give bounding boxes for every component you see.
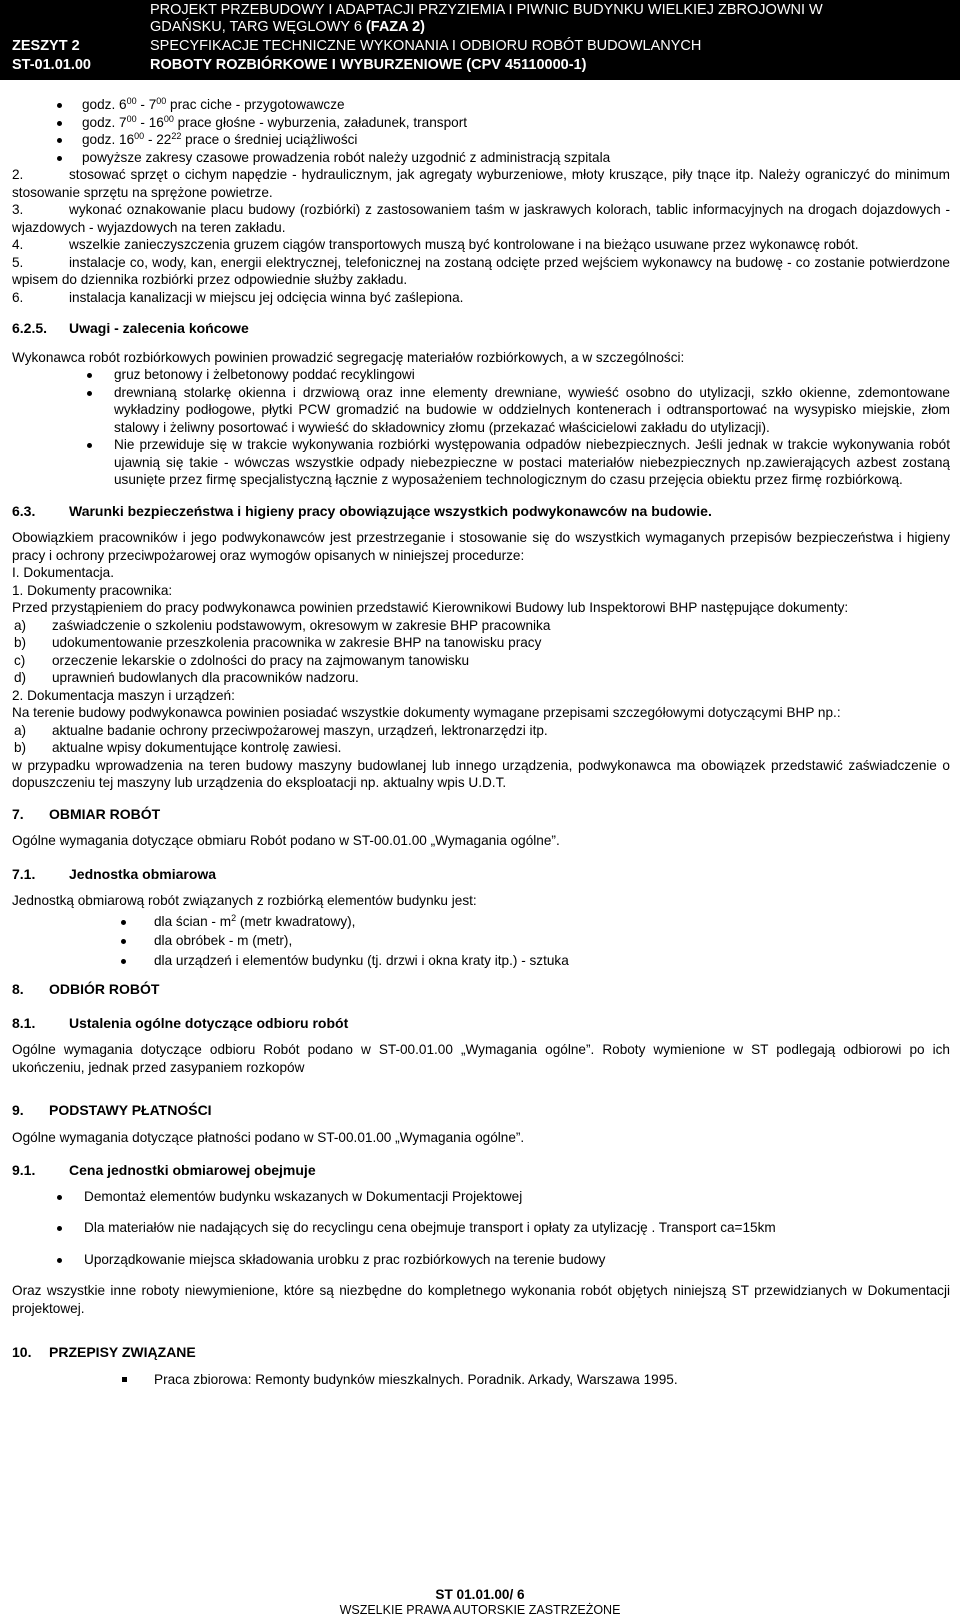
- list-item: dla ścian - $m^2$ (metr kwadratowy),: [12, 913, 950, 931]
- paragraph: Przed przystąpieniem do pracy podwykonawca powinien przedstawić Kierownikowi Budowy lub Inspektorowi BHP następujące dokumenty:: [12, 600, 849, 615]
- list-item: godz. $16^{00} - 22^{22}$ prace o średniej uciążliwości: [12, 131, 950, 149]
- list-item: b) aktualne wpisy dokumentujące kontrolę zawiesi.: [14, 740, 342, 755]
- list-item: dla obróbek - m (metr),: [12, 932, 950, 950]
- regulations-list: [12, 1371, 950, 1389]
- list-item: powyższe zakresy czasowe prowadzenia robót należy uzgodnić z administracją szpitala: [12, 149, 950, 167]
- section-heading-7: 7. OBMIAR ROBÓT: [12, 805, 161, 822]
- list-item: b) udokumentowanie przeszkolenia pracownika w zakresie BHP na tanowisku pracy: [14, 635, 542, 650]
- paragraph: Oraz wszystkie inne roboty niewymienione, które są niezbędne do kompletnego wykonania robót objętych niniejszą ST przewidzianych w Dokumentacji projektowej.: [12, 1283, 950, 1316]
- paragraph: Jednostką obmiarową robót związanych z rozbiórką elementów budynku jest:: [12, 893, 477, 908]
- price-includes-list: [12, 1188, 950, 1269]
- section-heading-9-1: 9.1. Cena jednostki obmiarowej obejmuje: [12, 1162, 316, 1178]
- numbered-rules: [12, 166, 950, 306]
- paragraph: Obowiązkiem pracowników i jego podwykonawców jest przestrzeganie i stosowanie się do wszystkich wymaganych przepisów bezpieczeństwa i higieny pracy i ochrony przeciwpożarowej oraz wymogów opisanych w niniejszej procedurze:: [12, 530, 950, 563]
- list-item: 4. wszelkie zanieczyszczenia gruzem ciągów transportowych muszą być kontrolowane i na bieżąco usuwane przez wykonawcę robót.: [12, 237, 859, 252]
- header-volume: ZESZYT 2: [12, 38, 80, 54]
- header-project-line1: PROJEKT PRZEBUDOWY I ADAPTACJI PRZYZIEMIA I PIWNIC BUDYNKU WIELKIEJ ZBROJOWNI W: [150, 2, 823, 18]
- list-item: c) orzeczenie lekarskie o zdolności do pracy na zajmowanym tanowisku: [14, 652, 470, 668]
- list-item: d) uprawnień budowlanych dla pracowników nadzoru.: [14, 670, 359, 685]
- working-hours-list: [12, 96, 950, 166]
- section-heading-7-1: 7.1. Jednostka obmiarowa: [12, 865, 217, 882]
- page-content: [12, 96, 950, 1388]
- list-item: a) aktualne badanie ochrony przeciwpożarowej maszyn, urządzeń, lektronarzędzi itp.: [14, 722, 548, 738]
- list-item: Praca zbiorowa: Remonty budynków mieszkalnych. Poradnik. Arkady, Warszawa 1995.: [12, 1371, 950, 1389]
- list-item: a) zaświadczenie o szkoleniu podstawowym, okresowym w zakresie BHP pracownika: [14, 617, 551, 633]
- paragraph: Ogólne wymagania dotyczące płatności podano w ST-00.01.00 „Wymagania ogólne”.: [12, 1129, 525, 1145]
- paragraph: 1. Dokumenty pracownika:: [12, 582, 173, 598]
- page-number: ST 01.01.00/ 6: [435, 1587, 525, 1602]
- header-project-line2: GDAŃSKU, TARG WĘGLOWY 6: [150, 19, 366, 35]
- measurement-units-list: [12, 913, 950, 970]
- section-heading-6-2-5: 6.2.5. Uwagi - zalecenia końcowe: [12, 320, 249, 336]
- header-phase: (FAZA 2): [365, 19, 426, 35]
- list-item: Nie przewiduje się w trakcie wykonywania rozbiórki występowania odpadów niebezpiecznych. Jeśli jednak w trakcie wykonywania robót ujawnią się takie - wówczas wszystkie odpady niebezpieczne w postaci materiałów niebezpiecznych np.zawierających azbest zostaną usunięte przez firmę specjalistyczną łącznie z wyposażeniem technologicznym do czasu przejęcia obiektu przez firmę rozbiórkową.: [12, 436, 950, 489]
- header-spec-title: SPECYFIKACJE TECHNICZNE WYKONANIA I ODBIORU ROBÓT BUDOWLANYCH: [150, 38, 702, 54]
- paragraph: Ogólne wymagania dotyczące odbioru Robót podano w ST-00.01.00 „Wymagania ogólne”. Roboty wymienione w ST podlegają odbiorowi po ich ukończeniu, jednak przed zasypaniem rozkopów: [12, 1042, 950, 1075]
- segregation-list: [12, 366, 950, 489]
- header-spec-name: ROBOTY ROZBIÓRKOWE I WYBURZENIOWE (CPV 45110000-1): [150, 57, 587, 73]
- section-heading-10: 10. PRZEPISY ZWIĄZANE: [12, 1344, 196, 1360]
- paragraph: Na terenie budowy podwykonawca powinien posiadać wszystkie dokumenty wymagane przepisami szczegółowymi dotyczącymi BHP np.:: [12, 705, 841, 720]
- section-heading-9: 9. PODSTAWY PŁATNOŚCI: [12, 1102, 212, 1118]
- machine-documents-list: [12, 722, 950, 757]
- header-spec-code: ST-01.01.00: [12, 57, 91, 73]
- worker-documents-list: [12, 617, 950, 687]
- list-item: godz. $7^{00} - 16^{00}$ prace głośne - wyburzenia, załadunek, transport: [12, 114, 950, 132]
- paragraph: 2. Dokumentacja maszyn i urządzeń:: [12, 687, 235, 703]
- list-item: Demontaż elementów budynku wskazanych w Dokumentacji Projektowej: [12, 1188, 950, 1206]
- copyright-notice: WSZELKIE PRAWA AUTORSKIE ZASTRZEŻONE: [339, 1603, 621, 1617]
- list-item: gruz betonowy i żelbetonowy poddać recyklingowi: [12, 366, 950, 384]
- section-heading-8-1: 8.1. Ustalenia ogólne dotyczące odbioru robót: [12, 1014, 349, 1031]
- document-header: [0, 0, 960, 80]
- list-item: 2. stosować sprzęt o cichym napędzie - hydraulicznym, jak agregaty wyburzeniowe, młoty kruszące, piły tnące itp. Należy ograniczyć do minimum stosowanie sprzętu na sprężone powietrze.: [12, 167, 950, 200]
- list-item: godz. $6^{00} - 7^{00}$ prac ciche - przygotowawcze: [12, 96, 950, 114]
- paragraph: Wykonawca robót rozbiórkowych powinien prowadzić segregację materiałów rozbiórkowych, a w szczególności:: [12, 349, 685, 365]
- paragraph: Ogólne wymagania dotyczące obmiaru Robót podano w ST-00.01.00 „Wymagania ogólne”.: [12, 833, 560, 848]
- list-item: Dla materiałów nie nadających się do recyclingu cena obejmuje transport i opłaty za utylizację . Transport ca=15km: [12, 1219, 950, 1237]
- list-item: 3. wykonać oznakowanie placu budowy (rozbiórki) z zastosowaniem taśm w jaskrawych kolorach, tablic informacyjnych na drogach dojazdowych -wjazdowych - wyjazdowych na teren zakładu.: [12, 202, 950, 235]
- list-item: 5. instalacje co, wody, kan, energii elektrycznej, telefonicznej na zostaną odcięte przed wejściem wykonawcy na budowę - co zostanie potwierdzone wpisem do dziennika rozbiórki przez odpowiednie służby zakładu.: [12, 254, 950, 287]
- list-item: Uporządkowanie miejsca składowania urobku z prac rozbiórkowych na terenie budowy: [12, 1251, 950, 1269]
- section-heading-8: 8. ODBIÓR ROBÓT: [12, 981, 160, 997]
- paragraph: w przypadku wprowadzenia na teren budowy maszyny budowlanej lub innego urządzenia, podwykonawca ma obowiązek przedstawić zaświadczenie o dopuszczeniu tej maszyny lub urządzenia do eksploatacji np. aktualny wpis U.D.T.: [12, 757, 950, 790]
- section-heading-6-3: 6.3. Warunki bezpieczeństwa i higieny pracy obowiązujące wszystkich podwykonawców na budowie.: [12, 502, 712, 519]
- list-item: dla urządzeń i elementów budynku (tj. drzwi i okna kraty itp.) - sztuka: [12, 952, 950, 970]
- list-item: 6. instalacja kanalizacji w miejscu jej odcięcia winna być zaślepiona.: [12, 289, 464, 305]
- paragraph: I. Dokumentacja.: [12, 565, 114, 580]
- list-item: drewnianą stolarkę okienna i drzwiową oraz inne elementy drewniane, wywieść osobno do utylizacji, szkło okienne, zdemontowane wykładziny podłogowe, płytki PCW gromadzić na budowie w oddzielnych kontenerach i odtransportować na wysypisko miejskie, złom stalowy i żeliwny posortować i wywieść do składownicy złomu (przekazać właścicielowi zakładu do utylizacji).: [12, 384, 950, 437]
